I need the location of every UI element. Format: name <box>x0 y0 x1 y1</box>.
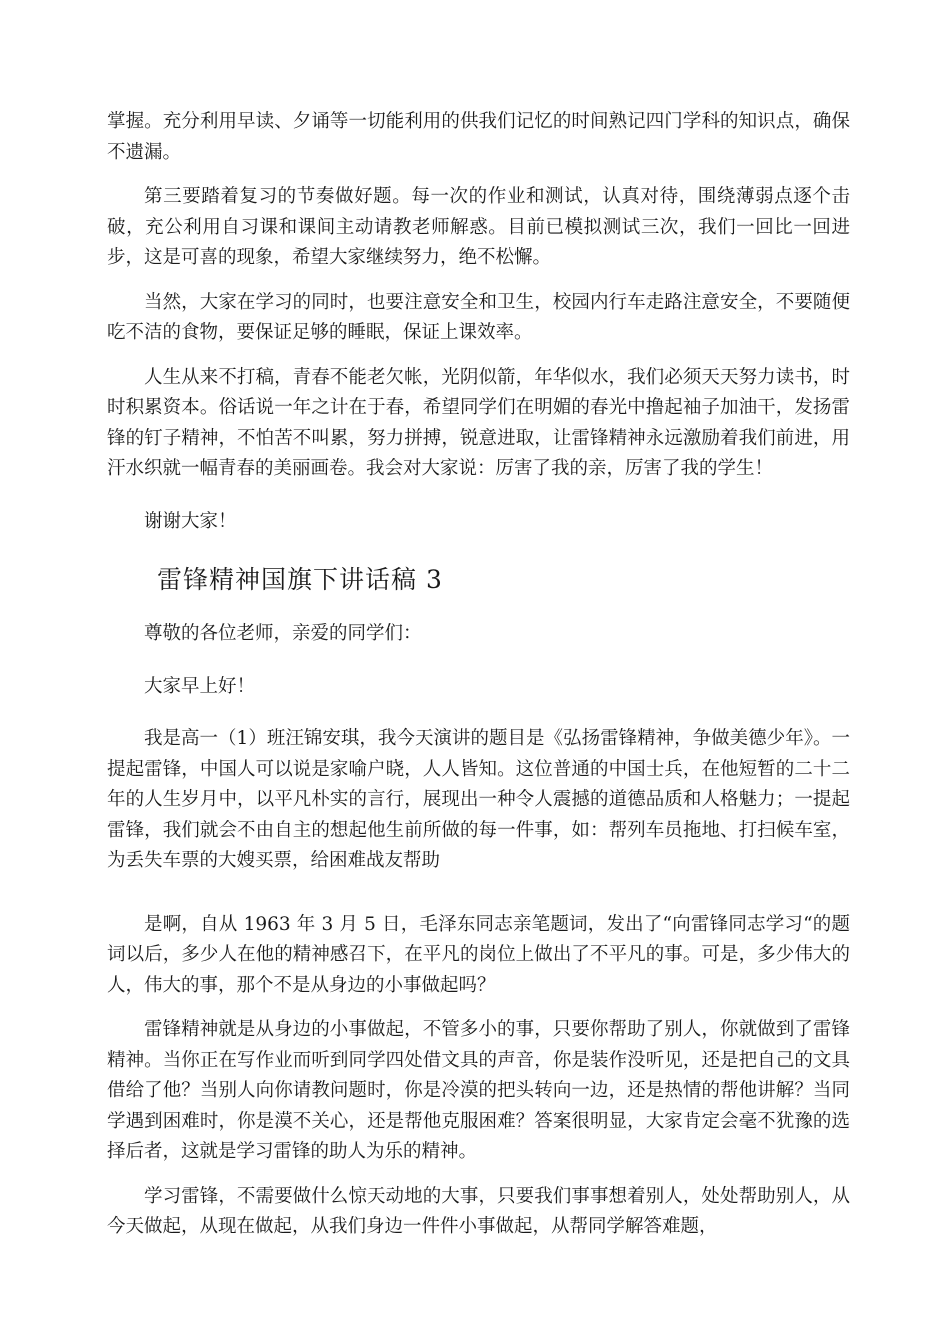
paragraph-3: 当然，大家在学习的同时，也要注意安全和卫生，校园内行车走路注意安全，不要随便吃不洁的食物，要保证足够的睡眠，保证上课效率。 <box>107 291 850 343</box>
paragraph-break <box>107 877 850 910</box>
paragraph-7: 学习雷锋，不需要做什么惊天动地的大事，只要我们事事想着别人，处处帮助别人，从今天做起，从现在做起，从我们身边一件件小事做起，从帮同学解答难题， <box>107 1185 850 1237</box>
paragraph-5: 是啊，自从 1963 年 3 月 5 日，毛泽东同志亲笔题词，发出了“向雷锋同志学习“的题词以后，多少人在他的精神感召下，在平凡的岗位上做出了不平凡的事。可是，多少伟大的人，伟大的事，那个不是从身边的小事做起吗？ <box>107 913 850 996</box>
paragraph-thanks: 谢谢大家！ <box>144 510 237 532</box>
section-heading: 雷锋精神国旗下讲话稿 3 <box>157 565 443 594</box>
document-page <box>107 107 850 1243</box>
paragraph-4: 人生从来不打稿，青春不能老欠帐，光阴似箭，年华似水，我们必须天天努力读书，时时积累资本。俗话说一年之计在于春，希望同学们在明媚的春光中撸起袖子加油干，发扬雷锋的钉子精神，不怕苦不叫累，努力拼搏，锐意进取，让雷锋精神永远激励着我们前进，用汗水织就一幅青春的美丽画卷。我会对大家说：厉害了我的亲，厉害了我的学生！ <box>107 366 850 479</box>
intro-paragraph: 我是高一（1）班汪锦安琪，我今天演讲的题目是《弘扬雷锋精神，争做美德少年》。一提起雷锋，中国人可以说是家喻户晓，人人皆知。这位普通的中国士兵，在他短暂的二十二年的人生岁月中，以平凡朴实的言行，展现出一种令人震撼的道德品质和人格魅力；一提起雷锋，我们就会不由自主的想起他生前所做的每一件事，如：帮列车员拖地、打扫候车室，为丢失车票的大嫂买票，给困难战友帮助 <box>107 728 850 871</box>
paragraph-2: 第三要踏着复习的节奏做好题。每一次的作业和测试，认真对待，围绕薄弱点逐个击破，充公利用自习课和课间主动请教老师解惑。目前已模拟测试三次，我们一回比一回进步，这是可喜的现象，希望大家继续努力，绝不松懈。 <box>107 186 850 268</box>
greeting: 尊敬的各位老师，亲爱的同学们： <box>144 623 422 644</box>
paragraph-1: 掌握。充分利用早读、夕诵等一切能利用的供我们记忆的时间熟记四门学科的知识点，确保不遗漏。 <box>107 111 850 163</box>
paragraph-6: 雷锋精神就是从身边的小事做起，不管多小的事，只要你帮助了别人，你就做到了雷锋精神。当你正在写作业而听到同学四处借文具的声音，你是装作没听见，还是把自己的文具借给了他？当别人向你请教问题时，你是冷漠的把头转向一边，还是热情的帮他讲解？当同学遇到困难时，你是漠不关心，还是帮他克服困难？答案很明显，大家肯定会毫不犹豫的选择后者，这就是学习雷锋的助人为乐的精神。 <box>107 1019 850 1162</box>
hello: 大家早上好！ <box>144 675 256 697</box>
